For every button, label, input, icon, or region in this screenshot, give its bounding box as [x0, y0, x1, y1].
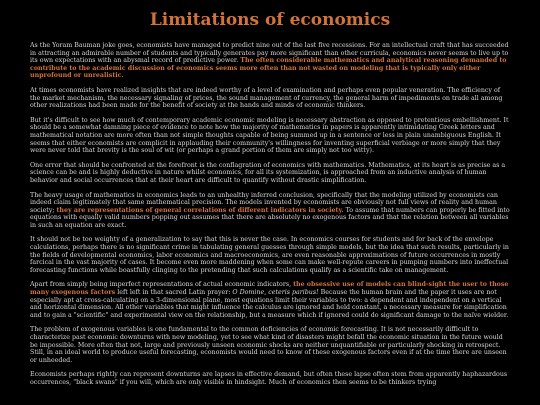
article-paragraph	[30, 371, 510, 386]
article-paragraph	[30, 87, 510, 110]
article-paragraph	[30, 162, 510, 185]
paragraph-text: To assume that numbers can properly be fitted into equations with equally valid numbers popping out assumes that there are absolutely no exogenous factors and that the relation between all variables in such an equation are exact.	[30, 206, 510, 229]
article-paragraph	[30, 236, 510, 274]
paragraph-text: Economists perhaps rightly can represent downturns are lapses in effective demand, but often these lapse often stem from apparently haphazardous occurrences, "black swans" if you will, which are only visible in hindsight. Much of economics then seems to be thinkers trying	[30, 371, 508, 386]
paragraph-text: left left in that sacred Latin prayer:	[115, 289, 233, 297]
highlighted-text: they are representations of general correlations of different indicators in society.	[56, 206, 344, 214]
paragraph-text: It should not be too weighty of a generalization to say that this is never the case. In economics courses for students and for back of the envelope calculations, perhaps there is no significant crime in tabulating general guesses through simple models, but the idea that such results, particularly in the fields of developmental economics, labor economics and macroeconomics, are even reasonable approximations of future occurrences in mostly farcical in the vast majority of cases. It become even more maddening when some can make well-repute careers in pumping numbers into ineffectual forecasting functions while boastfully clinging to the pretending that such calculations qualify as a scientific take on management.	[30, 236, 509, 274]
paragraph-text: But it's difficult to see how much of contemporary academic economic modeling is necessary abstraction as opposed to pretentious embellishment. It should be a somewhat damning piece of evidence to note how the majority of mathematics in papers is apparently intimidating Greek letters and mathematical notation are more often than not simple thoughts capable of being summed up in a sentence or less in plain unambiguous English. It seems that either economists are complicit in applauding their community's willingness for inventing superficial verbiage or more simply that they were never told that brevity is the soul of wit (or perhaps a grand portion of them are simply not too witty).	[30, 116, 509, 155]
article-body	[30, 42, 510, 387]
italic-text: O Domine, ceteris paribus!	[232, 289, 319, 297]
article-paragraph	[30, 326, 510, 364]
highlighted-text: the obsessive use of models can blind-sight the user to those many exogenous factors	[30, 281, 509, 297]
paragraph-text: The problem of exogenous variables is one fundamental to the common deficiencies of economic forecasting. It is not necessarily difficult to characterize past economic downturns with new modeling, yet to see what kind of disasters might befall the economic situation in the future would be impossible. More often that not, large and previously unseen economic shocks are neither unquantifiable or particularly shocking in retrospect. Still, in an ideal world to produce useful forecasting, economists would need to know of these exogenous factors even if at the time there are unseen or unheeded.	[30, 326, 507, 364]
page-title: Limitations of economics	[149, 10, 391, 30]
article-paragraph	[30, 281, 510, 319]
paragraph-text: At times economists have realized insights that are indeed worthy of a level of examination and perhaps even popular veneration. The efficiency of the market mechanism, the necessary signaling of prices, the sound management of currency, the general harm of impediments on trade all among other realizations had been made for the benefit of society at the hands and minds of economic thinkers.	[30, 86, 503, 110]
article-paragraph	[30, 192, 510, 230]
highlighted-text: The often considerable mathematics and analytical reasoning demanded to contribute to the academic discussion of economics seems more often than not wasted on modeling that is typically only either unprofound or unrealistic.	[30, 57, 507, 80]
paragraph-text: Because the human brain and the paper it uses are not especially apt at cross-calculating on a 3-dimensional plane, most equations limit their variables to two: a dependent and independent on a vertical and horizontal dimension. All other variables that might influence the calculus are ignored and held constant, a necessary measure for simplification and to gain a "scientific" and experimental view on the relationship, but a measure which if ignored could do significant damage to the naïve wielder.	[30, 289, 509, 319]
paragraph-text: One error that should be confronted at the forefront is the conflagration of economics with mathematics. Mathematics, at its heart is as precise as a science can be and is highly deductive in nature whilst economics, for all its systemization, is approached from an inductive analysis of human behavior and social occurrences that at their heart are difficult to quantify without drastic simplification.	[30, 161, 506, 184]
article-paragraph	[30, 42, 510, 80]
paragraph-text: As the Yoram Bauman joke goes, economists have managed to predict nine out of the last five recessions. For an intellectual craft that has succeeded in attracting an admirable number of students and typically generates pay more significant than other curricula, economics never seems to live up to its own expectations with an abysmal record of predictive power.	[30, 42, 509, 65]
article-paragraph	[30, 117, 510, 155]
paragraph-text: The heavy usage of mathematics in economics leads to an unhealthy inferred conclusion, specifically that the modeling utilized by economists can indeed claim legitimately that same mathematical precision. The models invented by economists are obviously not full views of reality and human society;	[30, 191, 498, 214]
paragraph-text: Apart from simply being imperfect representations of actual economic indicators,	[30, 281, 294, 289]
